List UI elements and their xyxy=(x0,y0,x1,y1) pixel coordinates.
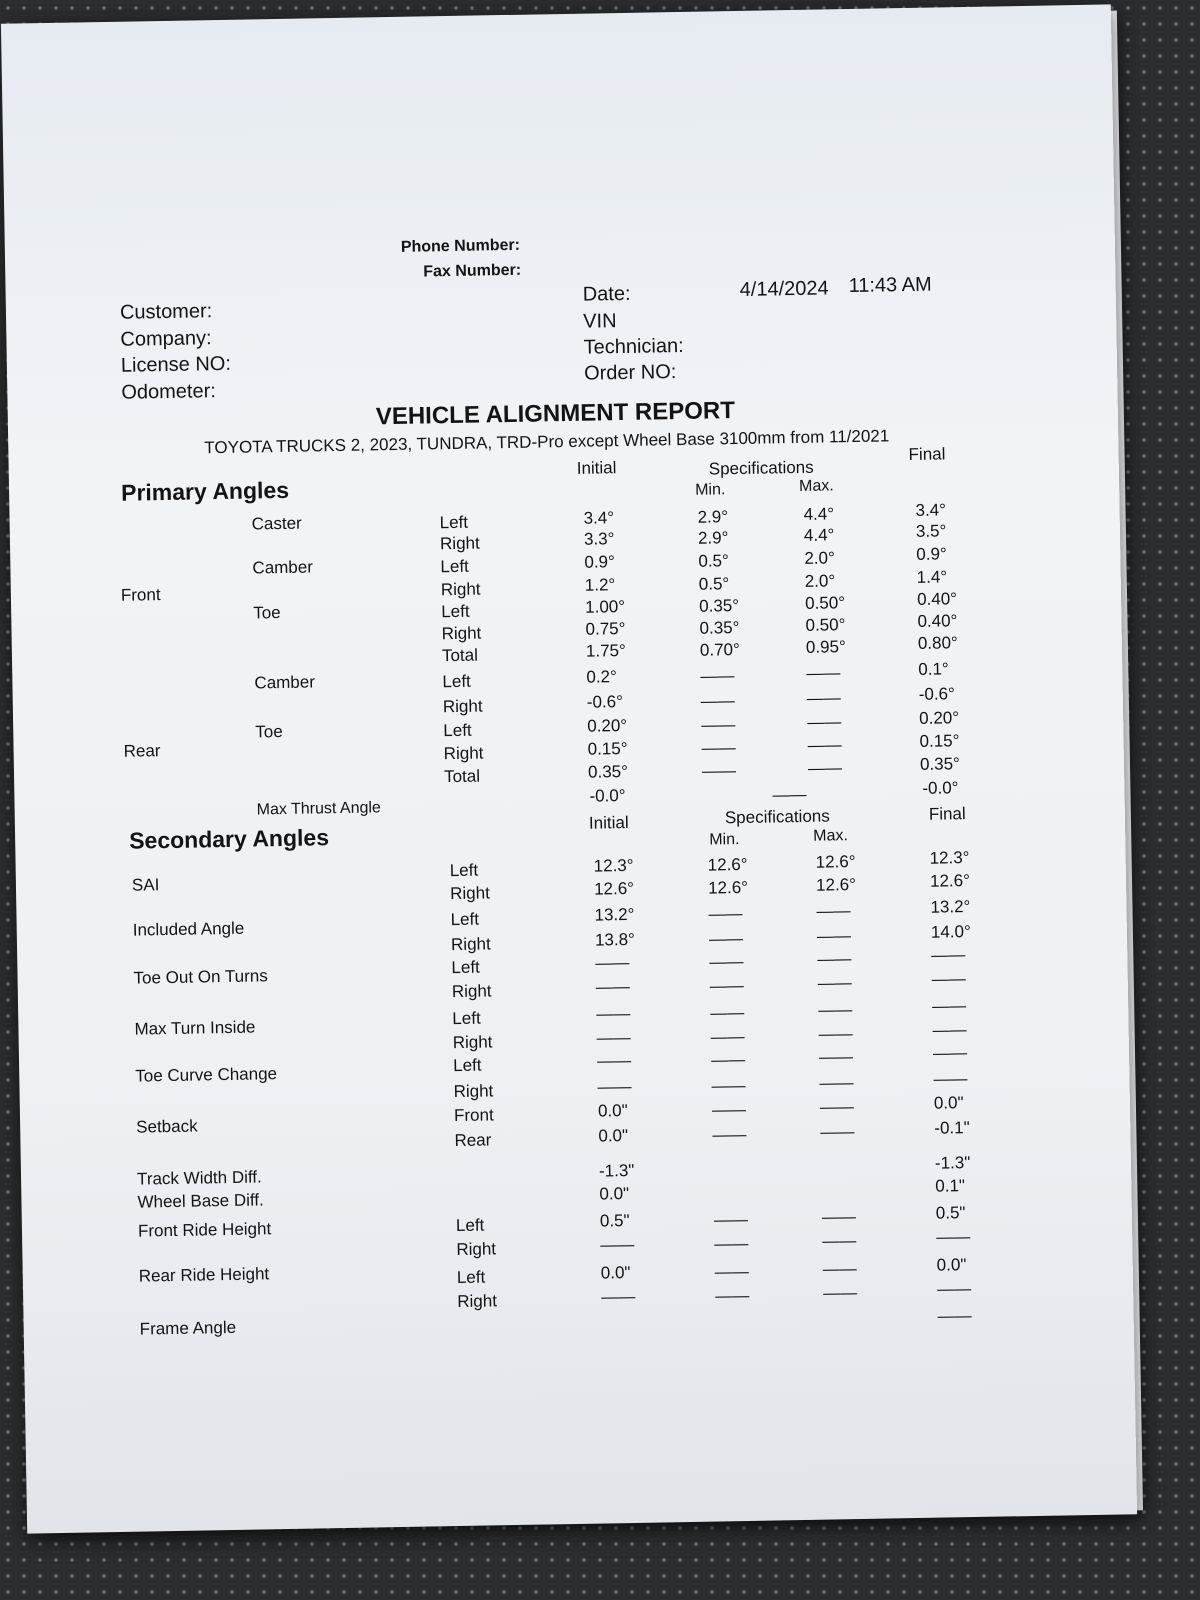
secondary-initial-value: 12.3° xyxy=(593,855,634,876)
secondary-side-label: Left xyxy=(455,1215,485,1236)
secondary-initial-value: —— xyxy=(596,1050,632,1071)
primary-initial-value: 1.2° xyxy=(584,575,616,595)
primary-final-value: 0.80° xyxy=(917,633,958,653)
secondary-initial-value: —— xyxy=(596,1003,631,1024)
primary-final-value: 0.40° xyxy=(916,589,958,609)
primary-max-value: 4.4° xyxy=(803,504,835,524)
secondary-final-value: —— xyxy=(931,969,966,989)
primary-side-label: Left xyxy=(443,720,472,741)
primary-group-label: Toe xyxy=(255,721,283,742)
primary-initial-value: 3.3° xyxy=(583,529,615,549)
secondary-final-value: 0.1" xyxy=(935,1176,966,1196)
primary-max-value: —— xyxy=(807,712,842,732)
secondary-final-value: 12.3° xyxy=(929,848,970,868)
primary-group-label: Caster xyxy=(251,513,302,534)
primary-max-value: 0.50° xyxy=(805,615,846,635)
primary-min-value: —— xyxy=(700,666,735,686)
primary-final-value: -0.6° xyxy=(918,684,956,704)
phone-label: Phone Number: xyxy=(400,236,521,256)
secondary-final-value: 0.5" xyxy=(935,1203,966,1223)
primary-side-label: Left xyxy=(441,601,470,622)
primary-angles-heading: Primary Angles xyxy=(120,476,290,506)
secondary-final-value: —— xyxy=(932,1043,968,1063)
secondary-max-value: —— xyxy=(820,1122,855,1142)
odometer-label: Odometer: xyxy=(121,380,217,404)
primary-group-label: Toe xyxy=(253,603,281,623)
company-label: Company: xyxy=(120,327,212,351)
primary-initial-value: 1.75° xyxy=(585,640,626,661)
secondary-max-value: —— xyxy=(818,1000,853,1020)
primary-initial-value: 0.20° xyxy=(587,715,628,736)
secondary-min-value: —— xyxy=(710,1049,746,1070)
secondary-min-value: —— xyxy=(709,975,744,996)
report-title: VEHICLE ALIGNMENT REPORT xyxy=(375,397,736,431)
secondary-final-value: —— xyxy=(936,1279,972,1299)
primary-min-value: —— xyxy=(701,715,736,735)
primary-final-value: 0.9° xyxy=(916,544,947,564)
secondary-max-value: —— xyxy=(818,1024,853,1044)
secondary-side-label: Left xyxy=(456,1267,486,1288)
secondary-group-label: Wheel Base Diff. xyxy=(137,1190,264,1212)
primary-initial-value: 0.35° xyxy=(587,761,629,782)
primary-min-value: 0.5° xyxy=(698,551,729,571)
secondary-final-value: —— xyxy=(937,1306,972,1326)
primary-initial-value: 0.75° xyxy=(585,618,626,639)
primary-initial-value: 1.00° xyxy=(585,596,626,617)
secondary-min-value: —— xyxy=(711,1099,747,1120)
secondary-initial-value: —— xyxy=(595,952,630,973)
secondary-final-value: 14.0° xyxy=(930,922,971,942)
secondary-max-value: —— xyxy=(822,1231,857,1251)
customer-label: Customer: xyxy=(119,300,213,324)
secondary-initial-value: 0.0" xyxy=(598,1126,629,1146)
primary-final-value: 0.35° xyxy=(919,754,961,774)
secondary-max-value: —— xyxy=(822,1259,857,1279)
primary-max-value: —— xyxy=(807,735,842,755)
primary-final-header: Final xyxy=(908,444,946,465)
secondary-initial-value: -1.3" xyxy=(598,1160,635,1181)
secondary-max-value: —— xyxy=(821,1207,857,1227)
secondary-final-header: Final xyxy=(928,804,966,824)
secondary-group-label: Rear Ride Height xyxy=(138,1264,270,1286)
secondary-side-label: Front xyxy=(453,1105,494,1126)
max-thrust-label: Max Thrust Angle xyxy=(256,799,382,819)
primary-side-label: Total xyxy=(441,645,479,666)
primary-side-label: Right xyxy=(439,533,480,554)
primary-max-value: —— xyxy=(807,758,843,778)
time-value: 11:43 AM xyxy=(848,273,932,298)
vin-label: VIN xyxy=(583,310,617,333)
secondary-final-value: —— xyxy=(931,945,966,965)
secondary-side-label: Right xyxy=(452,1032,493,1053)
secondary-group-label: Front Ride Height xyxy=(137,1219,272,1241)
secondary-min-value: 12.6° xyxy=(707,854,748,875)
primary-max-value: 2.0° xyxy=(804,571,836,591)
secondary-side-label: Left xyxy=(450,909,480,930)
secondary-side-label: Right xyxy=(456,1239,497,1260)
secondary-side-label: Left xyxy=(452,1008,481,1029)
primary-initial-value: -0.6° xyxy=(586,692,624,712)
primary-max-value: 4.4° xyxy=(803,525,835,545)
secondary-initial-value: 13.2° xyxy=(594,904,635,925)
primary-group-label: Camber xyxy=(254,672,316,693)
secondary-group-label: Toe Curve Change xyxy=(135,1064,278,1086)
primary-side-label: Total xyxy=(443,766,481,787)
secondary-final-value: -1.3" xyxy=(934,1153,971,1173)
max-thrust-spec: —— xyxy=(772,784,807,805)
fax-label: Fax Number: xyxy=(423,261,522,281)
primary-initial-value: 0.15° xyxy=(587,738,628,759)
vehicle-description: TOYOTA TRUCKS 2, 2023, TUNDRA, TRD-Pro except Wheel Base 3100mm from 11/2021 xyxy=(204,426,890,458)
technician-label: Technician: xyxy=(583,334,684,359)
secondary-side-label: Right xyxy=(453,1081,494,1102)
secondary-side-label: Right xyxy=(450,934,491,955)
primary-final-value: 1.4° xyxy=(916,567,948,587)
secondary-group-label: Included Angle xyxy=(132,918,245,940)
secondary-max-value: —— xyxy=(819,1073,854,1093)
primary-initial-value: 0.2° xyxy=(586,667,617,687)
primary-min-value: 0.35° xyxy=(699,618,740,638)
primary-final-value: 0.15° xyxy=(919,731,960,751)
secondary-min-value: —— xyxy=(714,1233,749,1254)
secondary-final-value: 13.2° xyxy=(930,897,971,917)
secondary-max-value: —— xyxy=(819,1097,855,1117)
secondary-min-value: —— xyxy=(713,1209,749,1230)
secondary-initial-value: —— xyxy=(595,976,630,997)
date-value: 4/14/2024 xyxy=(739,277,829,301)
secondary-final-value: —— xyxy=(936,1227,971,1247)
primary-side-label: Left xyxy=(442,671,471,692)
primary-initial-value: 0.9° xyxy=(584,552,615,572)
primary-max-value: 0.95° xyxy=(805,637,846,657)
secondary-side-label: Left xyxy=(452,1055,482,1076)
secondary-min-value: —— xyxy=(710,1002,745,1023)
secondary-side-label: Right xyxy=(451,981,492,1002)
secondary-side-label: Right xyxy=(449,883,491,904)
primary-final-value: 3.4° xyxy=(915,500,947,520)
secondary-final-value: -0.1" xyxy=(934,1118,970,1138)
secondary-group-label: Toe Out On Turns xyxy=(133,966,268,988)
front-label: Front xyxy=(120,585,161,605)
secondary-initial-header: Initial xyxy=(588,812,629,833)
secondary-max-value: 12.6° xyxy=(815,852,856,872)
secondary-min-value: —— xyxy=(709,951,744,972)
primary-initial-value: 3.4° xyxy=(583,508,615,528)
secondary-max-header: Max. xyxy=(813,827,849,845)
order-label: Order NO: xyxy=(583,361,677,385)
secondary-specifications-header: Specifications xyxy=(724,806,830,828)
secondary-max-value: —— xyxy=(816,901,851,921)
primary-min-value: 2.9° xyxy=(697,507,729,527)
primary-max-value: —— xyxy=(806,688,841,708)
secondary-min-value: —— xyxy=(714,1261,749,1282)
primary-final-value: 0.20° xyxy=(919,708,960,728)
primary-min-value: 0.5° xyxy=(698,574,730,594)
primary-final-value: 0.1° xyxy=(918,659,949,679)
primary-side-label: Right xyxy=(442,696,483,717)
primary-min-value: —— xyxy=(701,738,736,758)
secondary-group-label: Frame Angle xyxy=(139,1317,237,1339)
date-label: Date: xyxy=(582,282,631,306)
primary-final-value: 0.40° xyxy=(917,611,958,631)
secondary-group-label: Track Width Diff. xyxy=(136,1167,262,1189)
secondary-final-value: 12.6° xyxy=(929,871,971,891)
secondary-side-label: Rear xyxy=(454,1130,492,1151)
secondary-side-label: Left xyxy=(451,957,480,978)
secondary-min-value: —— xyxy=(712,1124,747,1145)
primary-min-value: 0.35° xyxy=(699,596,740,616)
secondary-final-value: —— xyxy=(933,1069,968,1089)
secondary-min-value: —— xyxy=(711,1075,746,1096)
primary-specifications-header: Specifications xyxy=(708,457,814,479)
secondary-min-value: 12.6° xyxy=(707,877,749,898)
secondary-initial-value: 0.0" xyxy=(599,1184,630,1204)
primary-min-value: —— xyxy=(700,691,735,711)
secondary-min-value: —— xyxy=(715,1285,750,1306)
secondary-min-value: —— xyxy=(708,903,743,924)
secondary-side-label: Left xyxy=(449,860,479,881)
secondary-initial-value: 12.6° xyxy=(593,878,635,899)
primary-initial-header: Initial xyxy=(576,458,617,478)
secondary-max-value: —— xyxy=(816,926,852,946)
primary-side-label: Left xyxy=(440,556,469,577)
primary-max-value: 0.50° xyxy=(804,593,846,613)
secondary-initial-value: —— xyxy=(596,1027,631,1048)
secondary-initial-value: —— xyxy=(601,1286,636,1307)
secondary-final-value: —— xyxy=(932,996,967,1016)
primary-group-label: Camber xyxy=(252,557,314,578)
secondary-final-value: 0.0" xyxy=(933,1093,964,1113)
secondary-max-value: —— xyxy=(817,973,852,993)
secondary-max-value: 12.6° xyxy=(815,875,857,895)
primary-max-value: —— xyxy=(806,663,841,683)
primary-max-header: Max. xyxy=(798,477,834,495)
secondary-side-label: Right xyxy=(457,1291,498,1312)
primary-side-label: Right xyxy=(440,579,481,600)
secondary-angles-heading: Secondary Angles xyxy=(128,824,330,854)
secondary-group-label: Setback xyxy=(136,1116,198,1137)
primary-side-label: Right xyxy=(441,623,482,644)
secondary-max-value: —— xyxy=(823,1283,858,1303)
secondary-group-label: Max Turn Inside xyxy=(134,1017,256,1039)
secondary-initial-value: —— xyxy=(597,1076,632,1097)
secondary-group-label: SAI xyxy=(131,875,160,895)
secondary-max-value: —— xyxy=(817,949,852,969)
primary-min-value: 0.70° xyxy=(699,640,740,660)
secondary-initial-value: 0.5" xyxy=(599,1211,630,1231)
primary-max-value: 2.0° xyxy=(804,548,835,568)
secondary-initial-value: 0.0" xyxy=(600,1263,631,1283)
secondary-final-value: 0.0" xyxy=(936,1255,967,1275)
secondary-initial-value: —— xyxy=(600,1234,635,1255)
secondary-initial-value: 13.8° xyxy=(594,929,636,950)
secondary-max-value: —— xyxy=(818,1047,854,1067)
primary-min-value: —— xyxy=(701,761,737,781)
secondary-min-header: Min. xyxy=(709,831,740,849)
primary-final-value: 3.5° xyxy=(915,521,947,541)
primary-side-label: Left xyxy=(439,512,469,533)
primary-min-header: Min. xyxy=(695,481,726,499)
secondary-min-value: —— xyxy=(708,928,744,949)
max-thrust-final: -0.0° xyxy=(922,778,959,798)
alignment-report-page xyxy=(1,4,1137,1533)
primary-min-value: 2.9° xyxy=(697,528,729,548)
secondary-initial-value: 0.0" xyxy=(597,1101,628,1121)
rear-label: Rear xyxy=(123,741,161,761)
license-label: License NO: xyxy=(120,352,232,377)
primary-side-label: Right xyxy=(443,743,484,764)
secondary-min-value: —— xyxy=(710,1026,745,1047)
max-thrust-initial: -0.0° xyxy=(589,786,626,806)
secondary-final-value: —— xyxy=(932,1020,967,1040)
